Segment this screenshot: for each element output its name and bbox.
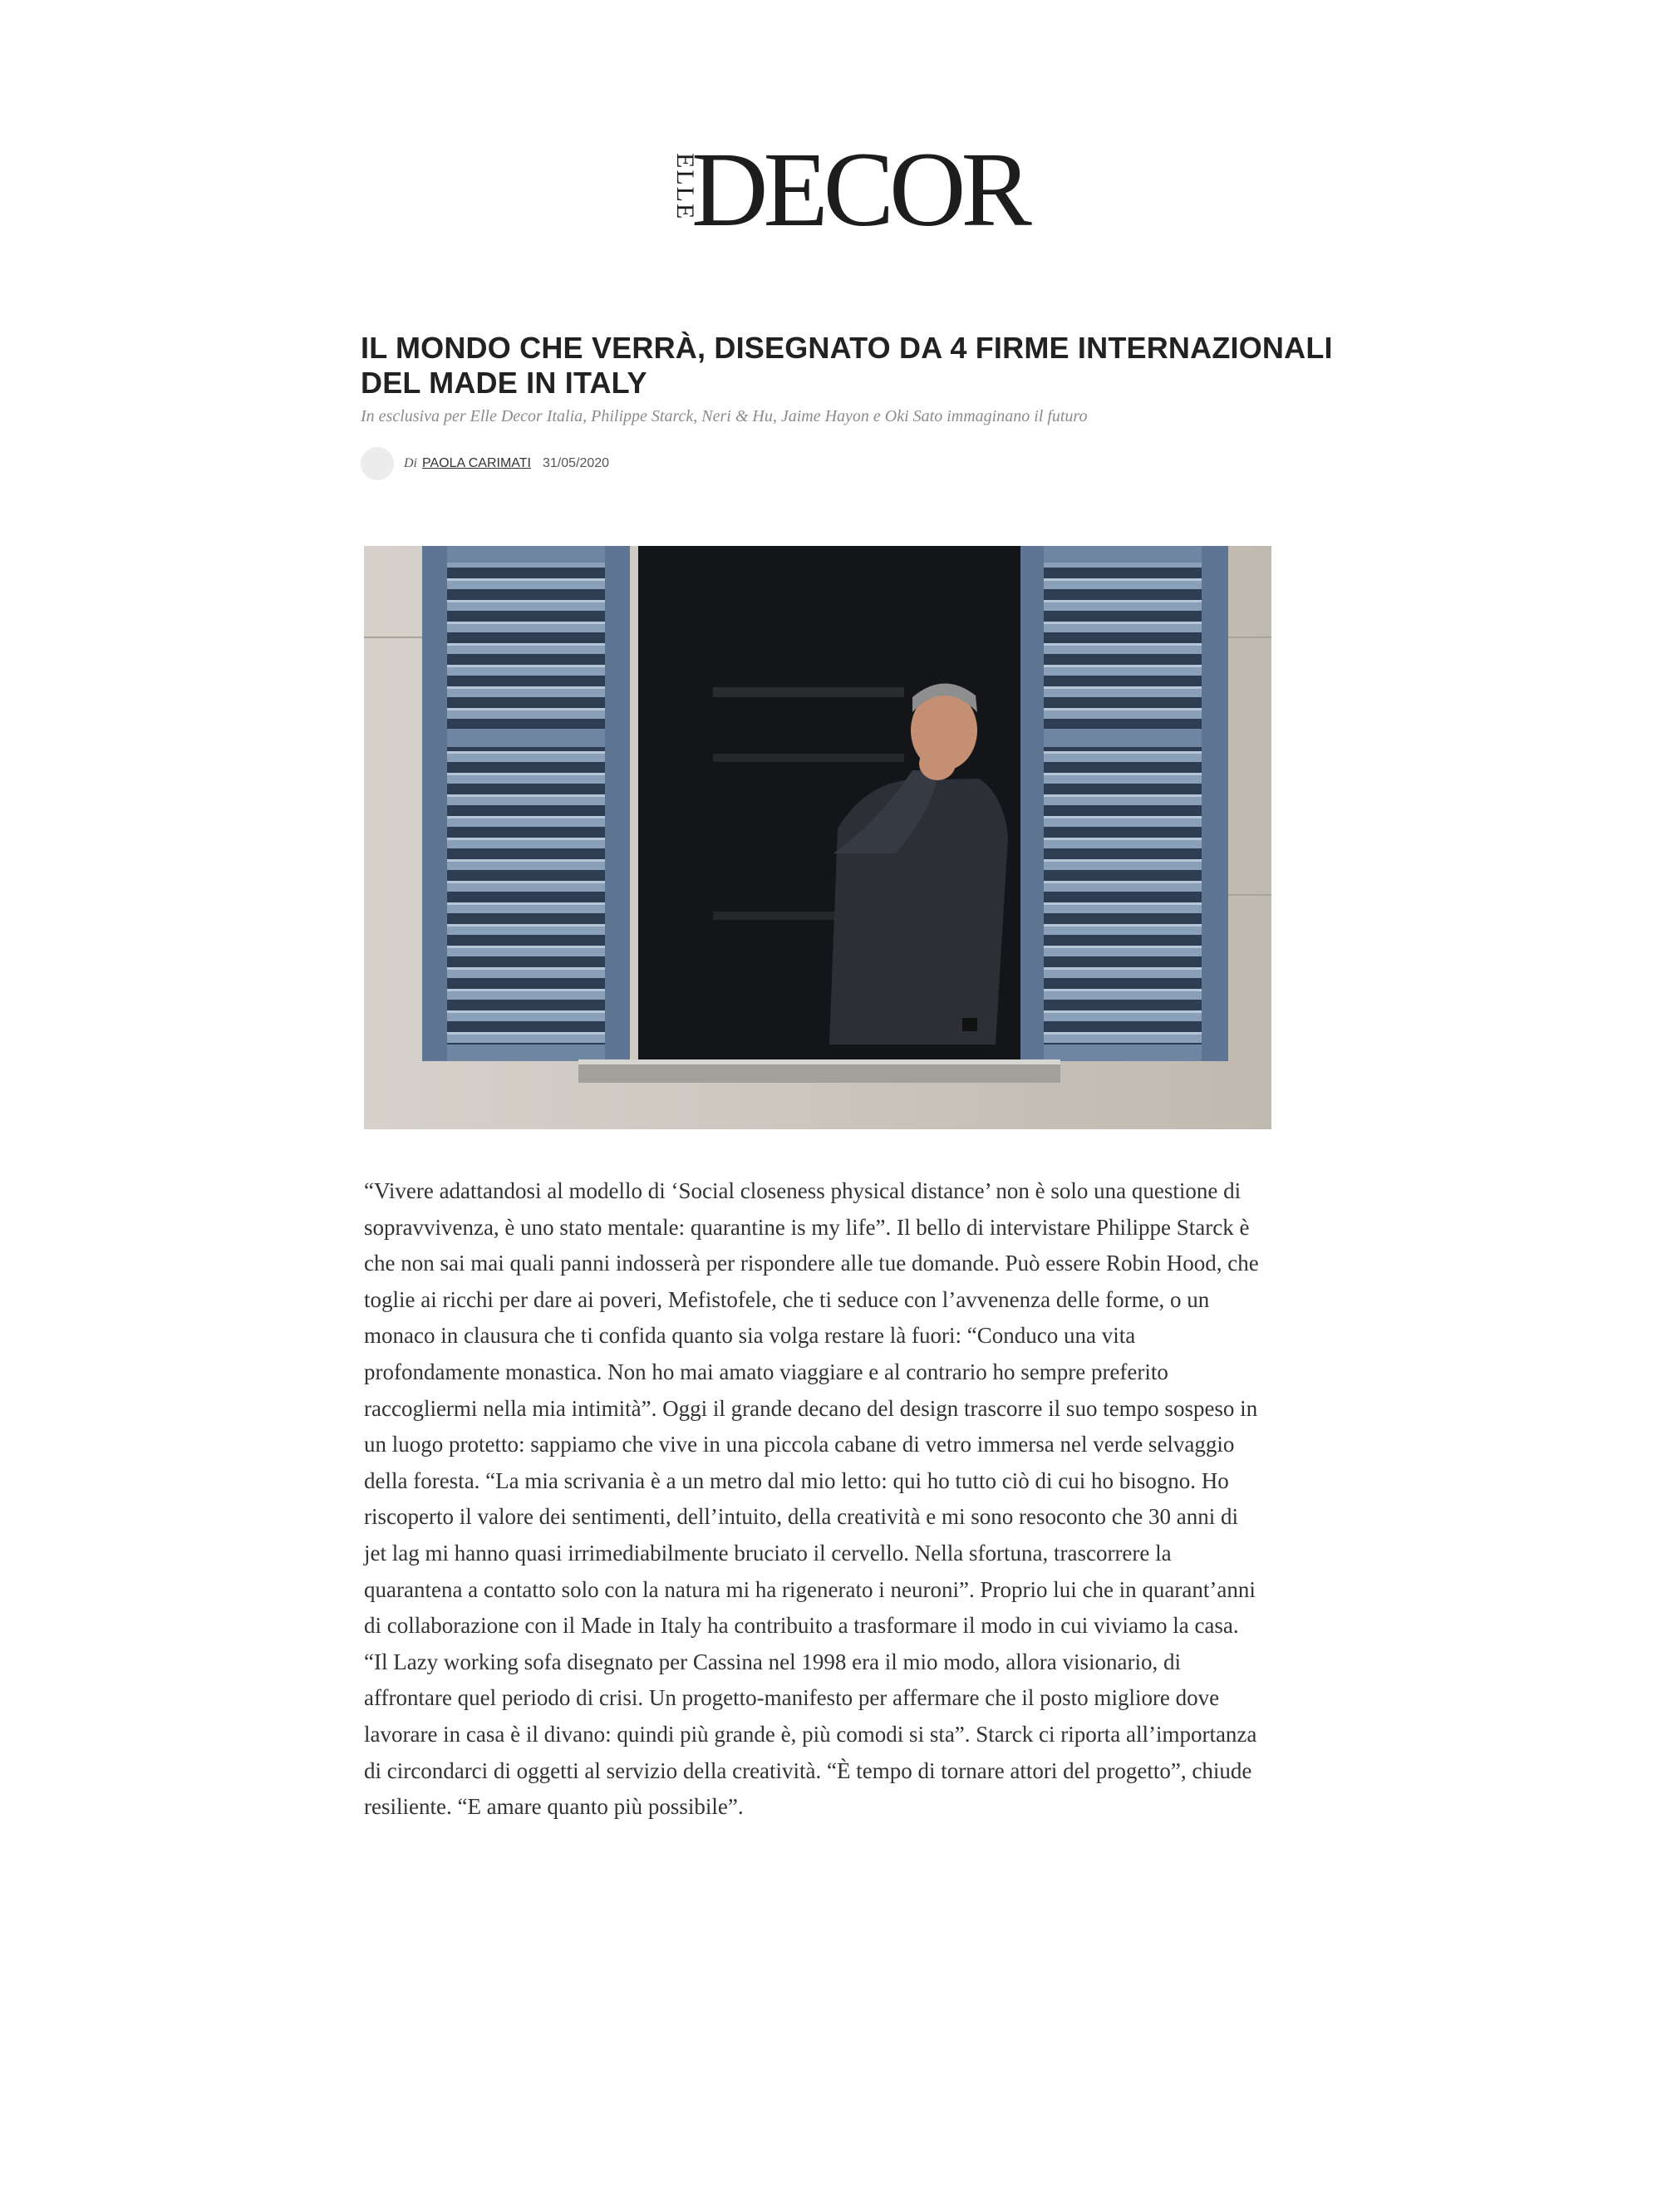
elle-wordmark (656, 153, 699, 228)
article-body: “Vivere adattandosi al modello di ‘Social closeness physical distance’ non è solo una questione di sopravvivenza, è uno stato mentale: quarantine is my life”. Il bello di intervistare Philippe Starck è che non sai mai quali panni indosserà per rispondere alle tue domande. Può essere Robin Hood, che toglie ai ricchi per dare ai poveri, Mefistofele, che ti seduce con l’avvenenza delle forme, o un monaco in clausura che ti confida quanto sia volga restare là fuori: “Conduco una vita profondamente monastica. Non ho mai amato viaggiare e al contrario ho sempre preferito raccogliermi nella mia intimità”. Oggi il grande decano del design trascorre il suo tempo sospeso in un luogo protetto: sappiamo che vive in una piccola cabane di vetro immersa nel verde selvaggio della foresta. “La mia scrivania è a un metro dal mio letto: qui ho tutto ciò di cui ho bisogno. Ho riscoperto il valore dei sentimenti, dell’intuito, della creatività e mi sono resoconto che 30 anni di jet lag mi hanno quasi irrimediabilmente bruciato il cervello. Nella sfortuna, trascorrere la quarantena a contatto solo con la natura mi ha rigenerato i neuroni”. Proprio lui che in quarant’anni di collaborazione con il Made in Italy ha contribuito a trasformare il modo in cui viviamo la casa. “Il Lazy working sofa disegnato per Cassina nel 1998 era il mio modo, allora visionario, di affrontare quel periodo di crisi. Un progetto-manifesto per affermare che il posto migliore dove lavorare in casa è il divano: quindi più grande è, più comodi si sta”. Starck ci riporta all’importanza di circondarci di oggetti al servizio della creatività. “È tempo di tornare attori del progetto”, chiude resiliente. “E amare quanto più possibile”. (364, 1178, 1259, 1820)
byline-prefix: Di (404, 456, 417, 470)
decor-wordmark: DECOR (691, 130, 1027, 248)
byline (361, 446, 609, 481)
hero-photo (364, 546, 1271, 1129)
author-link[interactable]: PAOLA CARIMATI (422, 456, 531, 470)
article-headline: IL MONDO CHE VERRÀ, DISEGNATO DA 4 FIRME INTERNAZIONALI DEL MADE IN ITALY (361, 331, 1333, 400)
article-subtitle: In esclusiva per Elle Decor Italia, Philippe Starck, Neri & Hu, Jaime Hayon e Oki Sato immaginano il futuro (361, 407, 1088, 425)
svg-text:ELLE: ELLE (671, 153, 699, 221)
author-avatar (361, 447, 394, 480)
publish-date: 31/05/2020 (543, 456, 610, 470)
elle-decor-logo[interactable] (656, 130, 1027, 248)
